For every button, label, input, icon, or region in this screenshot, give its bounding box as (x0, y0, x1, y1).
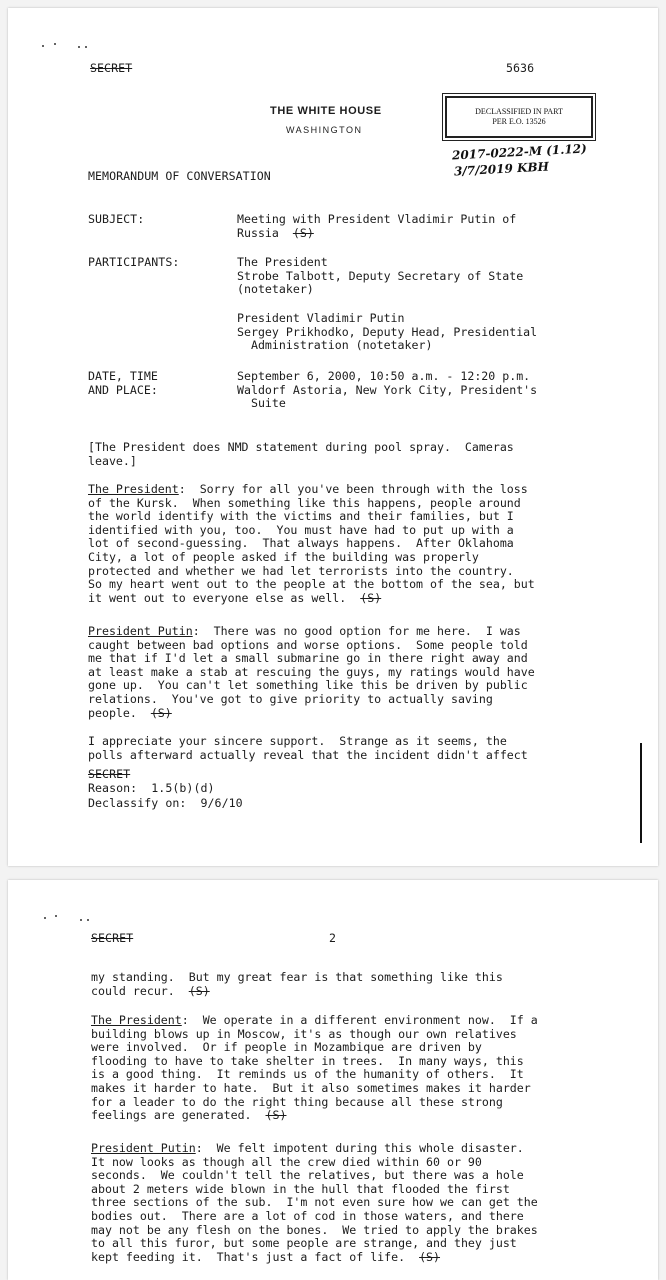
classification-mark: (S) (188, 983, 210, 998)
speaker-name: The President (88, 482, 179, 496)
participants-russia (237, 312, 537, 353)
declassify-date: Declassify on: 9/6/10 (88, 796, 243, 810)
classification-top: SECRET (90, 61, 133, 75)
participant-line: Strobe Talbott, Deputy Secretary of State (237, 268, 524, 283)
subject-label: SUBJECT: (88, 212, 145, 226)
date-line: Waldorf Astoria, New York City, President's (237, 382, 538, 397)
document-page-1 (8, 8, 658, 866)
letterhead-title: THE WHITE HOUSE (270, 105, 382, 117)
participant-line: Sergey Prikhodko, Deputy Head, Presidential (237, 324, 538, 339)
handwritten-date: 3/7/2019 KBH (453, 159, 550, 179)
scan-margin-line (640, 743, 642, 843)
scan-speck (44, 917, 46, 919)
subject-value (237, 213, 516, 240)
letterhead-city: WASHINGTON (286, 125, 363, 135)
memo-title: MEMORANDUM OF CONVERSATION (88, 169, 271, 183)
scan-speck (87, 919, 89, 921)
handwritten-case-number: 2017-0222-M (1.12) (451, 141, 588, 163)
declassification-reason: Reason: 1.5(b)(d) (88, 781, 215, 795)
scan-speck (78, 46, 80, 48)
scan-speck (42, 45, 44, 47)
classification-mark: (S) (265, 1108, 287, 1123)
scan-speck (80, 919, 82, 921)
speaker-name: The President (91, 1013, 182, 1027)
scan-speck (54, 43, 56, 45)
participant-line: The President (237, 255, 328, 269)
classification-bottom: SECRET (88, 767, 131, 781)
classification-top: SECRET (91, 931, 134, 945)
participants-label: PARTICIPANTS: (88, 255, 180, 269)
participant-line: (notetaker) (237, 282, 314, 297)
stamp-line-1: DECLASSIFIED IN PART (475, 107, 563, 116)
classification-mark: (S) (150, 705, 172, 720)
paragraph-president-1: The President: Sorry for all you've been through with the loss of the Kursk. When something like this happens, people around the world identify with the victims and their families, but I identified with you, too. You must have had to put up with a lot of second-guessing. That always happens. After Oklahoma City, a lot of people asked if the building was properly protected and whether we had let terrorists into the country. So my heart went out to the people at the bottom of the sea, but it went out to everyone else as well. (S) (88, 482, 535, 605)
document-number: 5636 (506, 61, 535, 75)
declassification-stamp (445, 96, 593, 138)
date-line: September 6, 2000, 10:50 a.m. - 12:20 p.m. (237, 369, 531, 383)
date-line: Suite (237, 396, 286, 411)
speaker-name: President Putin (91, 1141, 196, 1155)
participant-line: Administration (notetaker) (237, 338, 433, 353)
paragraph-putin-1: President Putin: There was no good option for me here. I was caught between bad options and worse options. Some people told me that if I'd let a small submarine go in there right away and at least make a stab at rescuing the guys, my ratings would have gone up. You can't let something like this be driven by public relations. You've got to give priority to actually saving people. (S) (88, 624, 535, 720)
date-time-place (237, 370, 537, 411)
scan-speck (55, 915, 57, 917)
classification-mark: (S) (360, 590, 382, 605)
document-page-2 (8, 880, 658, 1280)
date-label: DATE, TIME AND PLACE: (88, 369, 158, 397)
scan-speck (85, 46, 87, 48)
speaker-name: President Putin (88, 624, 193, 638)
paragraph-putin-3: President Putin: We felt impotent during this whole disaster. It now looks as though all the crew died within 60 or 90 seconds. We couldn't tell the relatives, but there was a hole about 2 meters wide blown in the hull that flooded the first three sections of the sub. I'm not even sure how we can get the bodies out. There are a lot of cod in those waters, and there may not be any flesh on the bones. We tried to apply the brakes to all this furor, but some people are strange, and they just kept feeding it. That's just a fact of life. (S) (91, 1141, 538, 1264)
participant-line: President Vladimir Putin (237, 311, 405, 325)
participants-us (237, 256, 523, 297)
classification-mark: (S) (292, 225, 314, 240)
subject-line: Russia (S) (237, 225, 314, 240)
paragraph-putin-2: I appreciate your sincere support. Strange as it seems, the polls afterward actually reveal that the incident didn't affect (88, 734, 528, 762)
subject-line: Meeting with President Vladimir Putin of (237, 212, 517, 226)
page-number: 2 (329, 931, 337, 945)
paragraph-president-2: The President: We operate in a different environment now. If a building blows up in Moscow, it's as though our own relatives were involved. Or if people in Mozambique are driven by flooding to have to take shelter in trees. In many ways, this is a good thing. It reminds us of the humanity of others. It makes it harder to hate. But it also sometimes makes it harder for a leader to do the right thing because all these strong feelings are generated. (S) (91, 1013, 538, 1123)
classification-mark: (S) (419, 1249, 441, 1264)
stamp-line-2: PER E.O. 13526 (492, 117, 546, 126)
stage-note: [The President does NMD statement during pool spray. Cameras leave.] (88, 440, 514, 468)
paragraph-putin-continued: my standing. But my great fear is that something like this could recur. (S) (91, 970, 503, 998)
